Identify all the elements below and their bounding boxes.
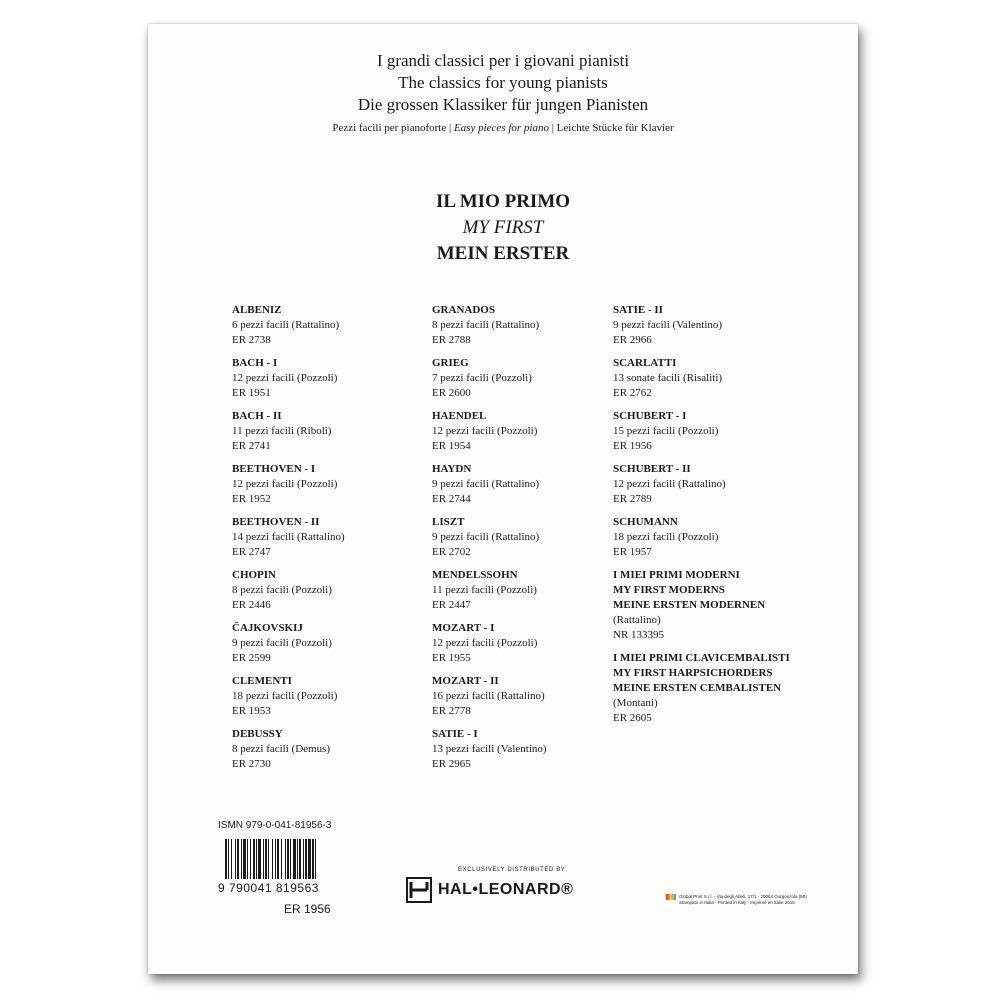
entry-description: 9 pezzi facili (Rattalino) [432, 531, 540, 543]
composer-name: SCHUMANN [613, 516, 678, 528]
barcode-bar [231, 839, 232, 879]
barcode-bar [299, 839, 301, 879]
barcode-bar [281, 839, 282, 879]
entry-description: 16 pezzi facili (Rattalino) [432, 690, 545, 702]
subtitle-en: Easy pieces for piano [453, 122, 549, 134]
entry-code: ER 2744 [432, 493, 471, 505]
catalog-entry [613, 651, 813, 726]
barcode-bar [272, 839, 273, 879]
catalog-entry [232, 727, 422, 772]
catalog-column-3 [613, 303, 813, 734]
catalog-entry [432, 462, 622, 507]
entry-code: ER 2702 [432, 546, 471, 558]
entry-description: 7 pezzi facili (Pozzoli) [432, 372, 532, 384]
composer-name: HAYDN [432, 463, 472, 475]
composer-name: GRANADOS [432, 304, 495, 316]
composer-name: HAENDEL [432, 410, 487, 422]
title-en: MY FIRST [462, 217, 544, 238]
catalog-entry [432, 568, 622, 613]
entry-description: 8 pezzi facili (Rattalino) [432, 319, 540, 331]
composer-name: BACH - I [232, 357, 278, 369]
barcode-bar [305, 839, 307, 879]
entry-description: 15 pezzi facili (Pozzoli) [613, 425, 719, 437]
catalog-entry [432, 515, 622, 560]
barcode-bar [297, 839, 298, 879]
entry-code: ER 2447 [432, 599, 471, 611]
entry-description: 8 pezzi facili (Demus) [232, 743, 331, 755]
composer-name: DEBUSSY [232, 728, 283, 740]
catalog-entry [432, 674, 622, 719]
composer-name: MOZART - I [432, 622, 495, 634]
entry-description: 9 pezzi facili (Rattalino) [432, 478, 540, 490]
catalog-entry [613, 356, 813, 401]
entry-description: 8 pezzi facili (Pozzoli) [232, 584, 332, 596]
entry-description: 12 pezzi facili (Pozzoli) [432, 425, 538, 437]
entry-code: ER 2600 [432, 387, 471, 399]
entry-code: ER 2966 [613, 334, 652, 346]
entry-code: ER 2789 [613, 493, 652, 505]
back-cover-page [148, 24, 858, 974]
catalog-entry [232, 409, 422, 454]
barcode-bar [256, 839, 257, 879]
barcode-bar [237, 839, 239, 879]
separator: | [449, 122, 452, 134]
entry-code: ER 1954 [432, 440, 471, 452]
title-de: MEIN ERSTER [436, 243, 570, 264]
barcode-bar [315, 839, 316, 879]
entry-description: 11 pezzi facili (Riboli) [232, 425, 332, 437]
catalog-column-1 [232, 303, 422, 780]
entry-description: 6 pezzi facili (Rattalino) [232, 319, 340, 331]
composer-name: MY FIRST MODERNS [613, 584, 725, 596]
catalog-entry [232, 568, 422, 613]
distributor-logo [406, 867, 616, 903]
entry-description: (Rattalino) [613, 614, 661, 626]
catalog-entry [232, 462, 422, 507]
catalog-entry [432, 727, 622, 772]
barcode-bar [308, 839, 311, 879]
ismn-label: ISMN 979-0-041-81956-3 [218, 820, 332, 831]
composer-name: SCHUBERT - I [613, 410, 687, 422]
barcode-bar [265, 839, 267, 879]
barcode-bar [263, 839, 264, 879]
entry-description: 18 pezzi facili (Pozzoli) [232, 690, 338, 702]
entry-description: 12 pezzi facili (Pozzoli) [232, 478, 338, 490]
barcode-bar [228, 839, 229, 879]
barcode-bar [277, 839, 279, 879]
catalog-entry [432, 621, 622, 666]
entry-description: 9 pezzi facili (Pozzoli) [232, 637, 332, 649]
entry-code: ER 2778 [432, 705, 471, 717]
entry-description: 18 pezzi facili (Pozzoli) [613, 531, 719, 543]
entry-code: ER 2730 [232, 758, 271, 770]
catalog-entry [613, 515, 813, 560]
entry-code: ER 2747 [232, 546, 271, 558]
composer-name: SCHUBERT - II [613, 463, 691, 475]
composer-name: ČAJKOVSKIJ [232, 622, 303, 634]
composer-name: MEINE ERSTEN CEMBALISTEN [613, 682, 782, 694]
entry-code: NR 133395 [613, 629, 665, 641]
composer-name: CLEMENTI [232, 675, 292, 687]
entry-code: ER 1952 [232, 493, 271, 505]
entry-code: ER 2738 [232, 334, 271, 346]
entry-code: ER 2605 [613, 712, 652, 724]
barcode-bar [250, 839, 251, 879]
composer-name: BEETHOVEN - I [232, 463, 316, 475]
barcode-digits: 9 790041 819563 [218, 881, 319, 895]
entry-code: ER 1951 [232, 387, 271, 399]
entry-description: 12 pezzi facili (Pozzoli) [432, 637, 538, 649]
catalog-entry [432, 356, 622, 401]
barcode-bar [268, 839, 269, 879]
catalog-entry [232, 621, 422, 666]
barcode-bar [253, 839, 255, 879]
composer-name: SCARLATTI [613, 357, 677, 369]
barcode-bar [247, 839, 248, 879]
entry-description: 12 pezzi facili (Pozzoli) [232, 372, 338, 384]
entry-description: 12 pezzi facili (Rattalino) [613, 478, 726, 490]
subtitle-de: Leichte Stücke für Klavier [556, 122, 674, 134]
catalog-entry [232, 356, 422, 401]
composer-name: MY FIRST HARPSICHORDERS [613, 667, 773, 679]
composer-name: CHOPIN [232, 569, 276, 581]
composer-name: BEETHOVEN - II [232, 516, 320, 528]
catalog-entry [613, 568, 813, 643]
composer-name: I MIEI PRIMI CLAVICEMBALISTI [613, 652, 790, 664]
distributor-name: HAL•LEONARD® [438, 881, 574, 898]
catalog-column-2 [432, 303, 622, 780]
catalog-entry [613, 303, 813, 348]
entry-code: ER 2965 [432, 758, 471, 770]
barcode-bar [285, 839, 286, 879]
series-title-de: Die grossen Klassiker für jungen Pianisten [357, 95, 649, 114]
entry-code: ER 2741 [232, 440, 271, 452]
entry-description: 11 pezzi facili (Pozzoli) [432, 584, 537, 596]
barcode-bar [312, 839, 314, 879]
composer-name: MENDELSSOHN [432, 569, 518, 581]
title-it: IL MIO PRIMO [435, 191, 571, 212]
catalog-entry [232, 674, 422, 719]
catalog-entry [613, 409, 813, 454]
entry-code: ER 2762 [613, 387, 652, 399]
entry-code: ER 1955 [432, 652, 471, 664]
catalog-entry [232, 515, 422, 560]
barcode-bar [243, 839, 246, 879]
entry-code: ER 1956 [613, 440, 652, 452]
collection-title [148, 189, 858, 267]
barcode-bar [235, 839, 236, 879]
catalog-entry [613, 462, 813, 507]
barcode-bar [290, 839, 291, 879]
composer-name: BACH - II [232, 410, 282, 422]
composer-name: ALBENIZ [232, 304, 282, 316]
entry-code: ER 1953 [232, 705, 271, 717]
series-subtitle [148, 122, 858, 134]
catalog-entry [232, 303, 422, 348]
entry-code: ER 2788 [432, 334, 471, 346]
entry-code: ER 2446 [232, 599, 271, 611]
entry-code: ER 1957 [613, 546, 652, 558]
composer-name: LISZT [432, 516, 465, 528]
composer-name: SATIE - II [613, 304, 663, 316]
subtitle-it: Pezzi facili per pianoforte [332, 122, 447, 134]
barcode-bar [293, 839, 296, 879]
composer-name: GRIEG [432, 357, 469, 369]
barcode-bar [303, 839, 304, 879]
composer-name: MEINE ERSTEN MODERNEN [613, 599, 766, 611]
barcode-bar [241, 839, 242, 879]
printer-info [666, 894, 826, 906]
entry-description: 14 pezzi facili (Rattalino) [232, 531, 345, 543]
barcode [223, 839, 363, 885]
series-title-it: I grandi classici per i giovani pianisti [376, 51, 630, 70]
printer-line-1: Global Print S.r.l. - Via degli Abeti, 17/1 - 20064 Gorgonzola (MI) [679, 894, 807, 900]
entry-description: 13 sonate facili (Risaliti) [613, 372, 723, 384]
entry-code: ER 2599 [232, 652, 271, 664]
series-header [148, 50, 858, 134]
printer-logo-icon [666, 894, 676, 900]
barcode-bar [225, 839, 227, 879]
series-title-en: The classics for young pianists [398, 73, 608, 92]
catalog-entry [432, 303, 622, 348]
entry-description: 13 pezzi facili (Valentino) [432, 743, 547, 755]
composer-name: MOZART - II [432, 675, 499, 687]
composer-name: SATIE - I [432, 728, 478, 740]
printer-line-2: Stampato in Italia - Printed in Italy - Imprimé en Italie 2015 [679, 900, 795, 906]
barcode-bar [287, 839, 289, 879]
barcode-bar [258, 839, 261, 879]
composer-name: I MIEI PRIMI MODERNI [613, 569, 740, 581]
entry-description: 9 pezzi facili (Valentino) [613, 319, 723, 331]
separator: | [551, 122, 554, 134]
catalog-entry [432, 409, 622, 454]
barcode-bar [275, 839, 276, 879]
catalog-code: ER 1956 [284, 902, 331, 916]
entry-description: (Montani) [613, 697, 658, 709]
distributor-label: EXCLUSIVELY DISTRIBUTED BY [458, 867, 566, 873]
hal-leonard-logo-icon [406, 877, 432, 903]
